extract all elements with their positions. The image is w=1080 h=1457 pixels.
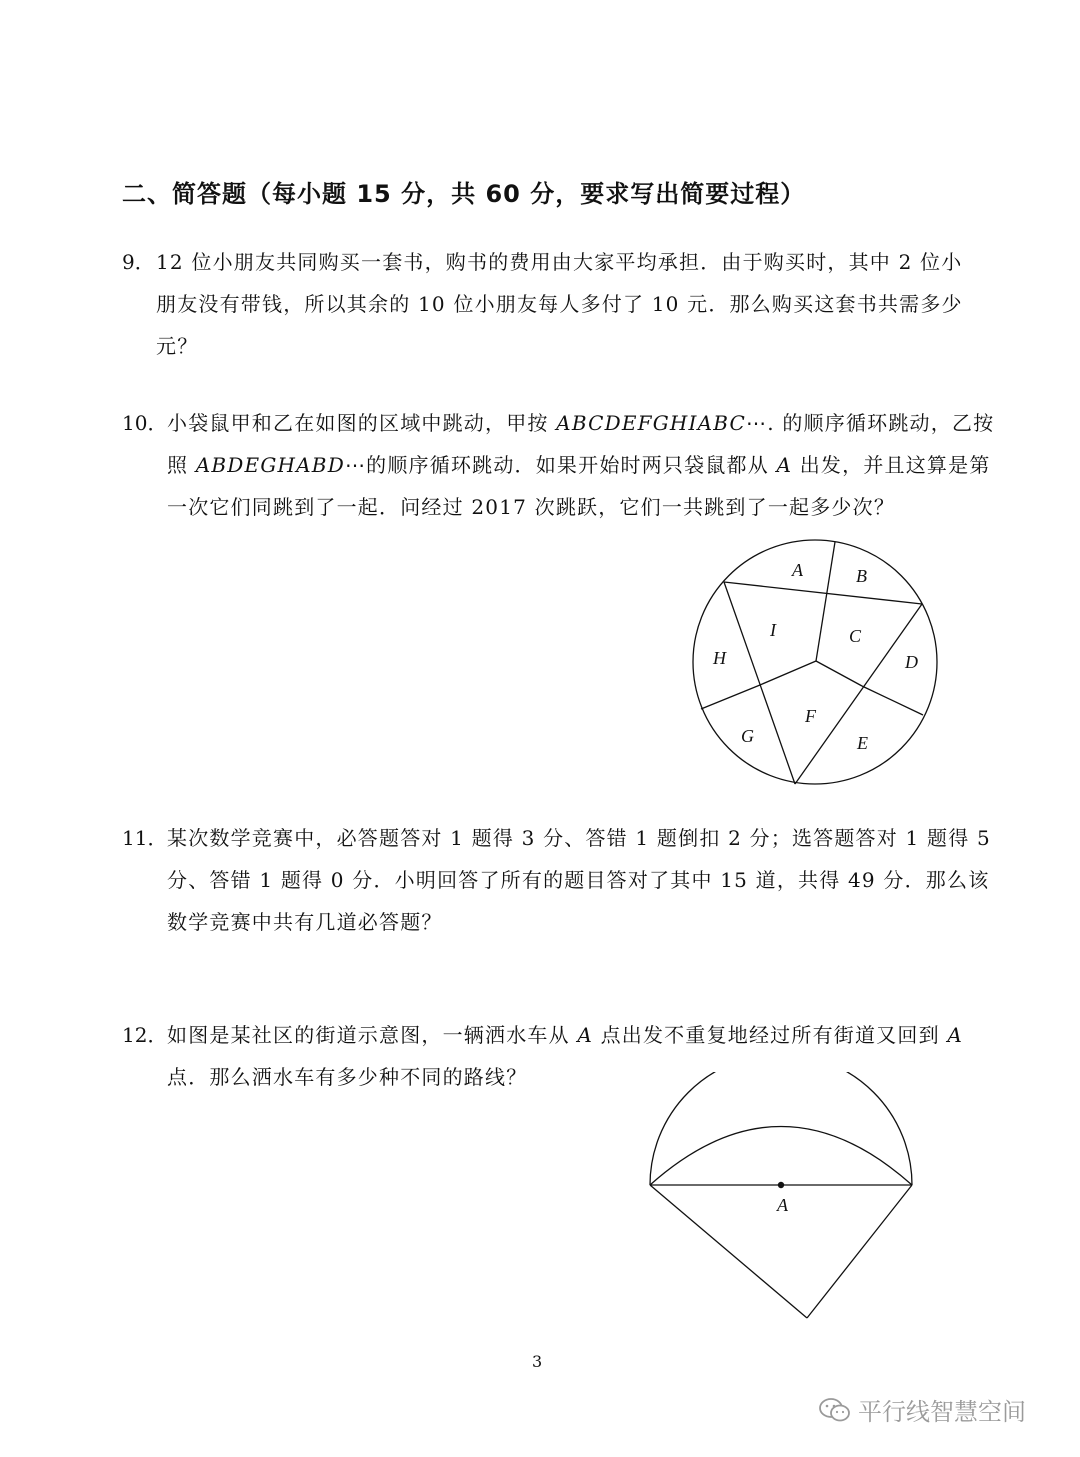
region-label-a: A	[792, 560, 803, 580]
question-9-line-3: 元？	[156, 334, 199, 358]
sequence-b: ABDEGHABD	[195, 453, 345, 477]
question-12-line-2: 点．那么洒水车有多少种不同的路线？	[167, 1065, 528, 1089]
watermark-text: 平行线智慧空间	[858, 1398, 1026, 1426]
region-label-g: G	[741, 726, 754, 746]
outer-arc	[650, 1072, 912, 1185]
question-10-number: 10．	[122, 411, 168, 435]
question-11-line-3: 数学竞赛中共有几道必答题？	[167, 910, 443, 934]
question-9-line-2: 朋友没有带钱，所以其余的 10 位小朋友每人多付了 10 元．那么购买这套书共需多少	[156, 292, 963, 316]
question-10-region-diagram	[688, 538, 944, 788]
section-title: 二、简答题（每小题 15 分，共 60 分，要求写出简要过程）	[122, 180, 806, 208]
inner-arc	[650, 1127, 912, 1186]
watermark	[818, 1392, 1026, 1427]
region-label-b: B	[856, 566, 867, 586]
question-11-line-1: 某次数学竞赛中，必答题答对 1 题得 3 分、答错 1 题倒扣 2 分；选答题答对 1 题得 5	[167, 826, 991, 850]
question-12-street-diagram	[645, 1072, 920, 1324]
question-12-line-1: 如图是某社区的街道示意图，一辆洒水车从 A 点出发不重复地经过所有街道又回到 A	[167, 1023, 963, 1047]
sequence-a: ABCDEFGHIABC	[556, 411, 747, 435]
question-9-line-1: 12 位小朋友共同购买一套书，购书的费用由大家平均承担．由于购买时，其中 2 位小	[156, 250, 963, 274]
region-label-d: D	[905, 652, 918, 672]
question-10-line-2: 照 ABDEGHABD⋯的顺序循环跳动．如果开始时两只袋鼠都从 A 出发，并且这算是第	[167, 453, 991, 477]
question-12-number: 12．	[122, 1023, 168, 1047]
point-a-label: A	[777, 1195, 788, 1215]
region-label-f: F	[805, 706, 816, 726]
point-a-dot	[778, 1182, 784, 1188]
page-number: 3	[532, 1352, 543, 1371]
region-label-e: E	[857, 733, 868, 753]
question-10-line-3: 一次它们同跳到了一起．问经过 2017 次跳跃，它们一共跳到了一起多少次？	[167, 495, 896, 519]
region-label-c: C	[849, 626, 862, 646]
region-label-h: H	[713, 648, 726, 668]
question-10-line-1: 小袋鼠甲和乙在如图的区域中跳动，甲按 ABCDEFGHIABC⋯. 的顺序循环跳动，乙按	[167, 411, 995, 435]
region-label-i: I	[770, 620, 776, 640]
question-11-line-2: 分、答错 1 题得 0 分．小明回答了所有的题目答对了其中 15 道，共得 49 分．那么该	[167, 868, 990, 892]
question-9-number: 9．	[122, 250, 155, 274]
wechat-icon	[818, 1396, 852, 1424]
question-11-number: 11．	[122, 826, 168, 850]
